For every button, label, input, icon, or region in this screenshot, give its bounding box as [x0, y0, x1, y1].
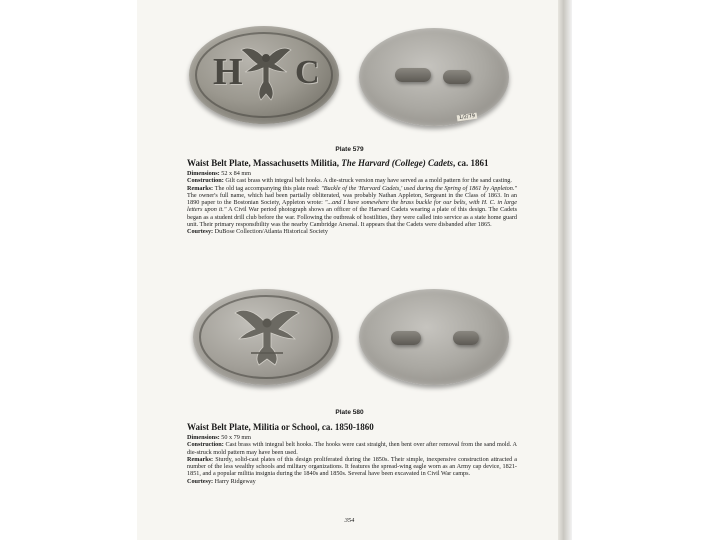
belt-hook-icon — [395, 68, 431, 82]
eagle-emblem-icon — [239, 42, 293, 104]
plate-580-entry — [187, 422, 517, 485]
eagle-emblem-icon — [231, 303, 303, 369]
plate-579-images — [137, 18, 562, 130]
plate-579-caption: Plate 579 — [335, 146, 364, 153]
belt-hook-icon — [453, 331, 479, 345]
plate-580-title: Waist Belt Plate, Militia or School, ca. 1850-1860 — [187, 422, 374, 432]
page-number: 354 — [344, 517, 355, 524]
page-edge — [558, 0, 572, 540]
plate-580-back-image — [359, 289, 509, 385]
plate-579-title: Waist Belt Plate, Massachusetts Militia, The Harvard (College) Cadets, ca. 1861 — [187, 158, 489, 168]
belt-hook-icon — [443, 70, 471, 84]
plate-580-caption: Plate 580 — [335, 409, 364, 416]
belt-hook-icon — [391, 331, 421, 345]
plate-579-dimensions: Dimensions: 52 x 84 mm — [187, 170, 251, 177]
plate-579-courtesy: Courtesy: DuBose Collection/Atlanta Historical Society — [187, 228, 328, 236]
plate-579-remarks: Remarks: The old tag accompanying this plate read: "Buckle of the 'Harvard Cadets,' used during the Spring of 1861 by Appleton." The owner's full name, which had been partially obliterated, was probably Nathan Appleton, Sergeant in the Class of 1863. In an 1890 paper to the Bostonian Society, Appleton wrote: "...and I have somewhere the brass buckle for our belts, with H. C. in large letters upon it." A Civil War period photograph shows an officer of the Harvard Cadets wearing a plate of this design. The Cadets began as a student drill club before the war. Following the outbreak of hostilities, they were called into service as a state home guard unit. Their primary responsibility was the nearby Cambridge Arsenal. It appears that the Cadets were disbanded after 1865. — [187, 184, 518, 229]
plate-579-back-image — [359, 28, 509, 126]
plate-579-front-image — [189, 26, 339, 124]
plate-580-front-image — [193, 289, 339, 385]
plate-580-courtesy: Courtesy: Harry Ridgeway — [187, 477, 256, 485]
letter-c: C — [295, 54, 320, 91]
letter-h: H — [213, 51, 243, 93]
plate-580-remarks: Remarks: Sturdy, solid-cast plates of this design proliferated during the 1850s. Their simple, inexpensive construction attracted a number of the less wealthy schools and military organizations. It features the spread-wing eagle worn as an Army cap device, 1821-1851, and a popular militia insignia during the 1840s and 1850s. Several have been excavated in Civil War camps. — [187, 455, 517, 478]
collection-tag: 1/2/79 — [458, 112, 476, 122]
plate-579-construction: Construction: Gilt cast brass with integral belt hooks. A die-struck version may have served as a mold pattern for the sand casting. — [187, 177, 512, 185]
plate-579-entry — [187, 158, 517, 236]
plate-580-dimensions: Dimensions: 50 x 79 mm — [187, 434, 251, 441]
plate-580-construction: Construction: Cast brass with integral belt hooks. The hooks were cast straight, then bent over after removal from the sand mold. A die-struck mold pattern may have been used. — [187, 441, 517, 456]
book-page — [137, 0, 562, 540]
plate-580-images — [137, 285, 562, 395]
